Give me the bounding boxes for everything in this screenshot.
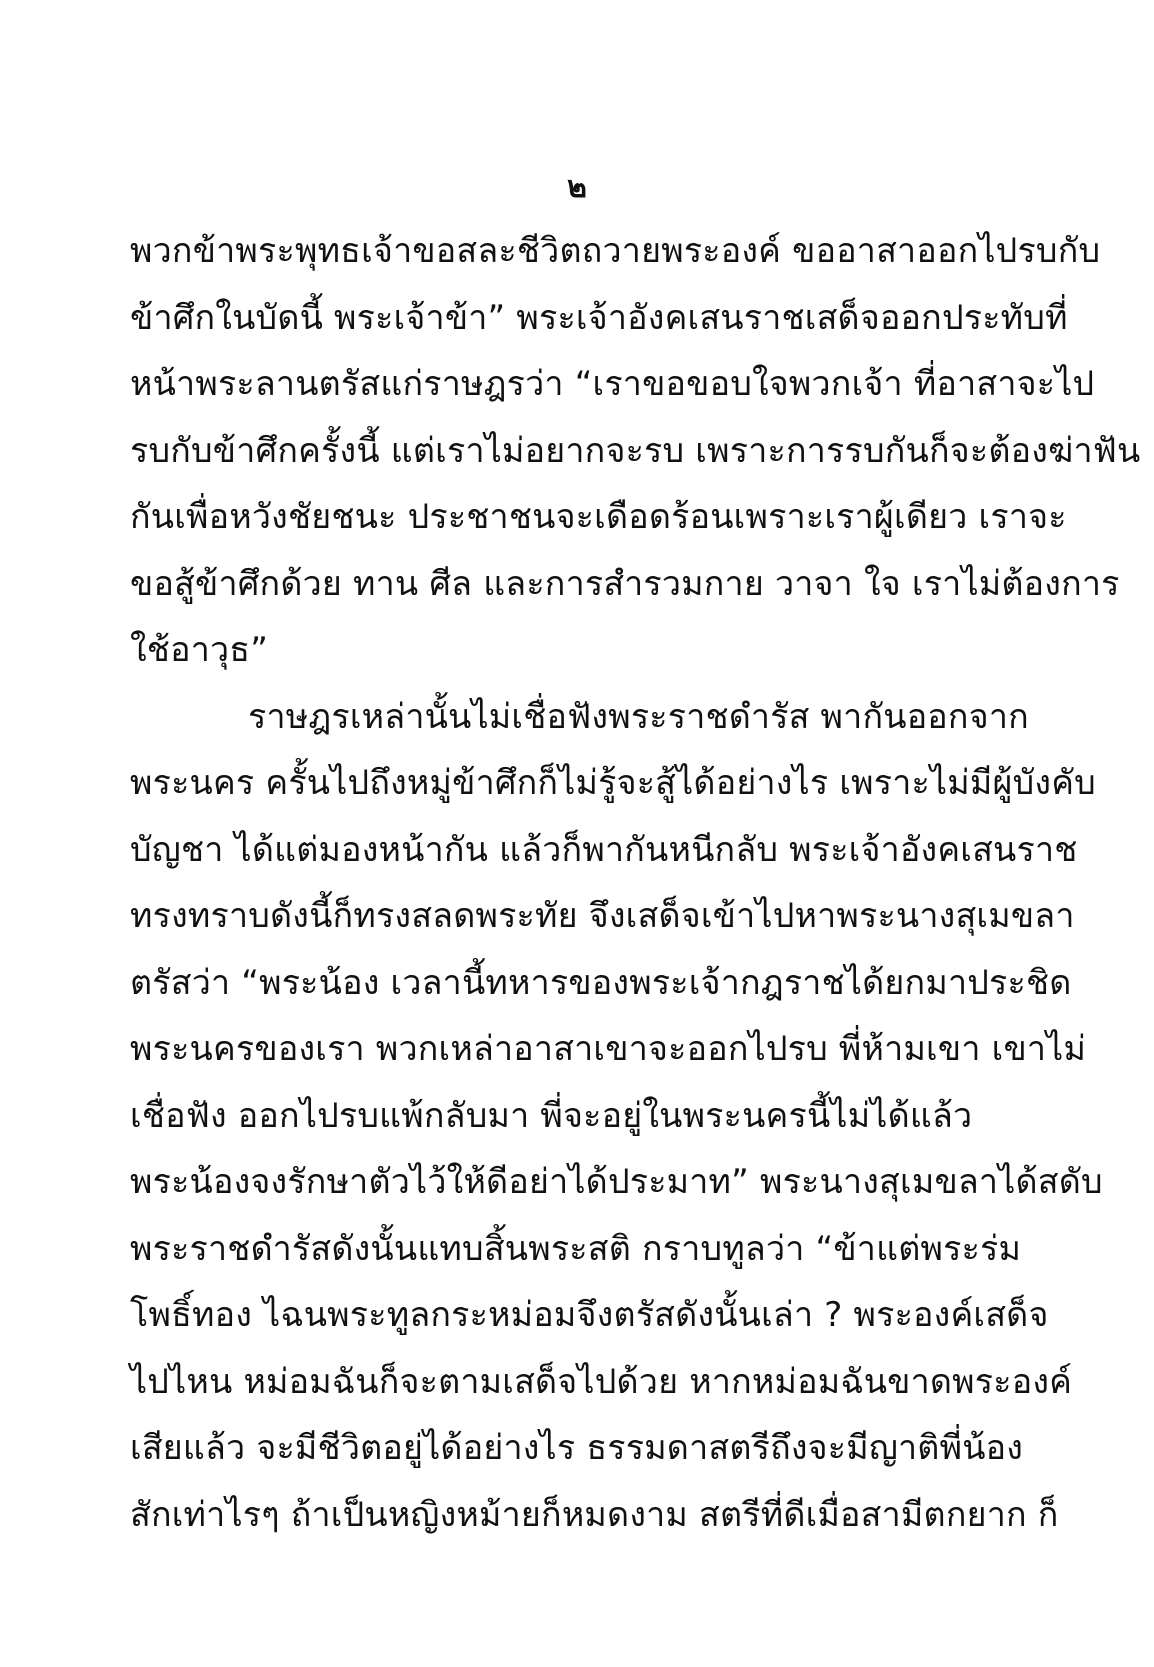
text-line: ตรัสว่า “พระน้อง เวลานี้ทหารของพระเจ้ากฎราชได้ยกมาประชิด bbox=[130, 962, 1072, 1003]
text-line: รบกับข้าศึกครั้งนี้ แต่เราไม่อยากจะรบ เพราะการรบกันก็จะต้องฆ่าฟัน bbox=[130, 430, 1141, 471]
text-line: พระนคร ครั้นไปถึงหมู่ข้าศึกก็ไม่รู้จะสู้ได้อย่างไร เพราะไม่มีผู้บังคับ bbox=[130, 763, 1096, 803]
text-line: พวกข้าพระพุทธเจ้าขอสละชีวิตถวายพระองค์ ขออาสาออกไปรบกับ bbox=[130, 231, 1101, 271]
body-text bbox=[130, 218, 1141, 1548]
text-line: พระนครของเรา พวกเหล่าอาสาเขาจะออกไปรบ พี่ห้ามเขา เขาไม่ bbox=[130, 1029, 1087, 1069]
text-line: ข้าศึกในบัดนี้ พระเจ้าข้า” พระเจ้าอังคเสนราชเสด็จออกประทับที่ bbox=[130, 297, 1068, 338]
text-line: พระน้องจงรักษาตัวไว้ให้ดีอย่าได้ประมาท” พระนางสุเมขลาได้สดับ bbox=[130, 1162, 1103, 1202]
paragraph-first-line: ราษฎรเหล่านั้นไม่เชื่อฟังพระราชดำรัส พากันออกจาก bbox=[248, 696, 1029, 737]
text-line: ไปไหน หม่อมฉันก็จะตามเสด็จไปด้วย หากหม่อมฉันขาดพระองค์ bbox=[130, 1361, 1073, 1402]
text-line: บัญชา ได้แต่มองหน้ากัน แล้วก็พากันหนีกลับ พระเจ้าอังคเสนราช bbox=[130, 829, 1078, 870]
text-line: พระราชดำรัสดังนั้นแทบสิ้นพระสติ กราบทูลว่า “ข้าแต่พระร่ม bbox=[130, 1228, 1022, 1269]
text-line: กันเพื่อหวังชัยชนะ ประชาชนจะเดือดร้อนเพราะเราผู้เดียว เราจะ bbox=[130, 497, 1067, 537]
text-line: เชื่อฟัง ออกไปรบแพ้กลับมา พี่จะอยู่ในพระนครนี้ไม่ได้แล้ว bbox=[130, 1095, 973, 1136]
text-line: หน้าพระลานตรัสแก่ราษฎรว่า “เราขอขอบใจพวกเจ้า ที่อาสาจะไป bbox=[130, 364, 1095, 404]
text-line: สักเท่าไรๆ ถ้าเป็นหญิงหม้ายก็หมดงาม สตรีที่ดีเมื่อสามีตกยาก ก็ bbox=[130, 1494, 1059, 1535]
page-number: ๒ bbox=[567, 170, 587, 205]
text-line: ทรงทราบดังนี้ก็ทรงสลดพระทัย จึงเสด็จเข้าไปหาพระนางสุเมขลา bbox=[130, 896, 1075, 936]
text-line: ขอสู้ข้าศึกด้วย ทาน ศีล และการสำรวมกาย วาจา ใจ เราไม่ต้องการ bbox=[130, 563, 1120, 604]
text-line: ใช้อาวุธ” bbox=[130, 630, 269, 670]
text-line: เสียแล้ว จะมีชีวิตอยู่ได้อย่างไร ธรรมดาสตรีถึงจะมีญาติพี่น้อง bbox=[130, 1428, 1024, 1468]
text-line: โพธิ์ทอง ไฉนพระทูลกระหม่อมจึงตรัสดังนั้นเล่า ? พระองค์เสด็จ bbox=[130, 1295, 1049, 1335]
